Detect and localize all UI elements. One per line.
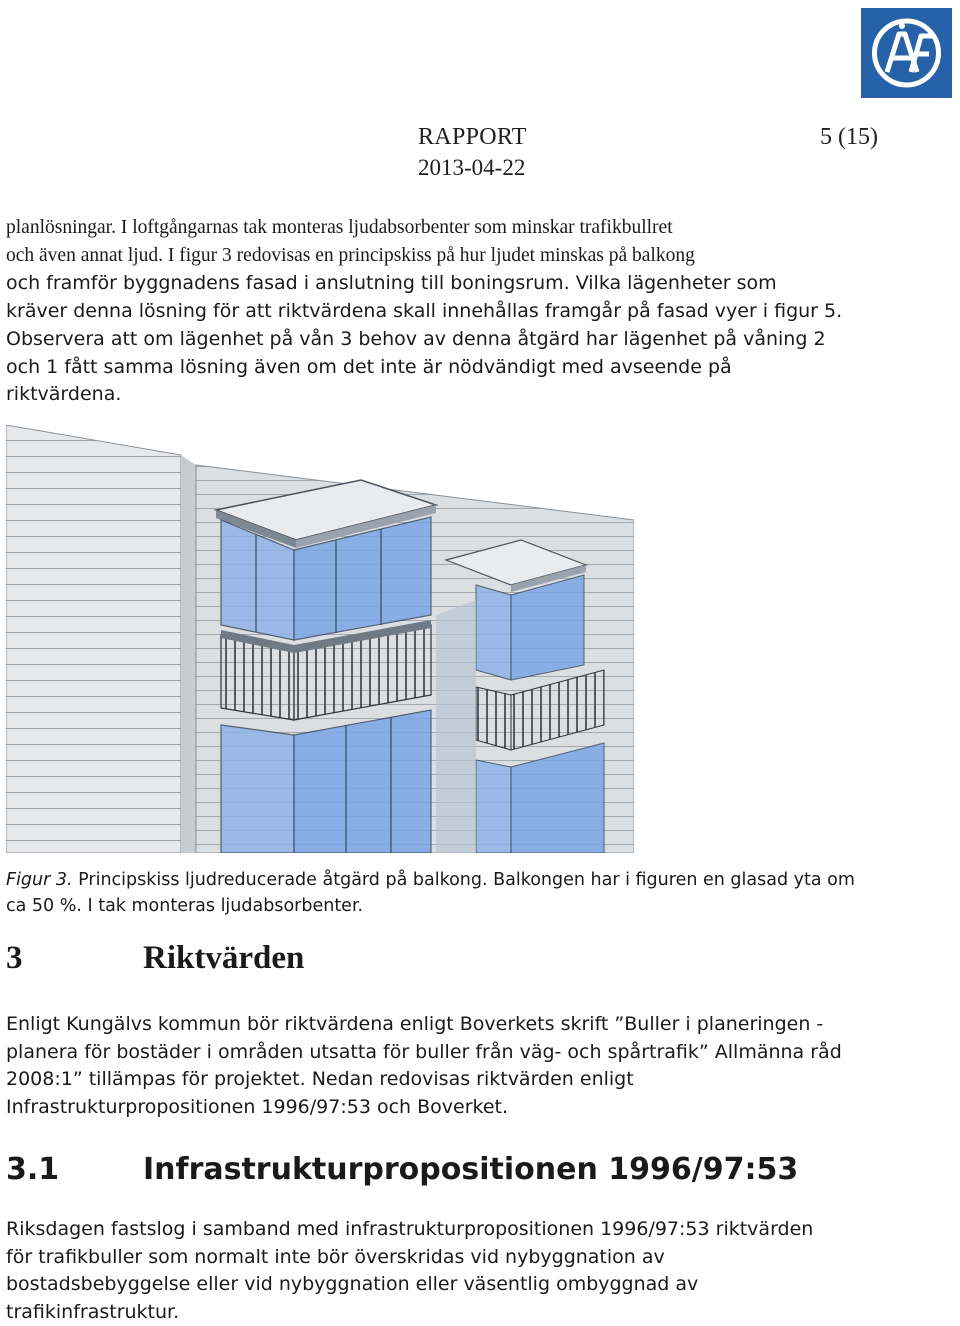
page-number: 5 (15)	[820, 124, 878, 151]
report-date: 2013-04-22	[418, 155, 525, 181]
caption-text: Principskiss ljudreducerade åtgärd på balkong. Balkongen har i figuren en glasad yta om	[73, 870, 855, 890]
intro-paragraph-serif	[6, 214, 906, 270]
text-line: Observera att om lägenhet på vån 3 behov av denna åtgärd har lägenhet på våning 2	[6, 326, 936, 354]
text-line: planlösningar. I loftgångarnas tak monteras ljudabsorbenter som minskar trafikbullret	[6, 214, 906, 242]
text-line: bostadsbebyggelse eller vid nybyggnation eller väsentlig ombyggnad av	[6, 1271, 936, 1299]
subsection-title: Infrastrukturpropositionen 1996/97:53	[143, 1152, 798, 1187]
text-line: Enligt Kungälvs kommun bör riktvärdena enligt Boverkets skrift ”Buller i planeringen -	[6, 1011, 936, 1039]
subsection-paragraph	[6, 1216, 936, 1326]
text-line: och 1 fått samma lösning även om det inte är nödvändigt med avseende på	[6, 354, 936, 382]
section-title: Riktvärden	[143, 940, 304, 977]
text-line: och framför byggnadens fasad i anslutning till boningsrum. Vilka lägenheter som	[6, 270, 936, 298]
text-line: trafikinfrastruktur.	[6, 1299, 936, 1326]
section-paragraph	[6, 1011, 936, 1121]
report-title: RAPPORT	[418, 124, 527, 151]
figure-label: Figur 3.	[6, 870, 73, 890]
intro-paragraph-mixed	[6, 270, 936, 325]
text-line: 2008:1” tillämpas för projektet. Nedan redovisas riktvärden enligt	[6, 1066, 936, 1094]
figure-caption	[6, 867, 866, 919]
text-line: för trafikbuller som normalt inte bör överskridas vid nybyggnation av	[6, 1244, 936, 1272]
text-line: Infrastrukturpropositionen 1996/97:53 och Boverket.	[6, 1094, 936, 1122]
af-logo-icon	[861, 8, 952, 98]
text-line: riktvärdena.	[6, 381, 936, 409]
subsection-number: 3.1	[6, 1152, 59, 1187]
balcony-illustration-icon	[6, 425, 634, 853]
text-line: planera för bostäder i områden utsatta för buller från väg- och spårtrafik” Allmänna råd	[6, 1039, 936, 1067]
text-line: Riksdagen fastslog i samband med infrastrukturpropositionen 1996/97:53 riktvärden	[6, 1216, 936, 1244]
text-line: och även annat ljud. I figur 3 redovisas en principskiss på hur ljudet minskas på balkong	[6, 242, 906, 270]
text-line: kräver denna lösning för att riktvärdena skall innehållas framgår på fasad vyer i figur 5.	[6, 298, 936, 326]
caption-text: ca 50 %. I tak monteras ljudabsorbenter.	[6, 893, 866, 919]
section-number: 3	[6, 940, 23, 977]
intro-paragraph-sans	[6, 326, 936, 409]
